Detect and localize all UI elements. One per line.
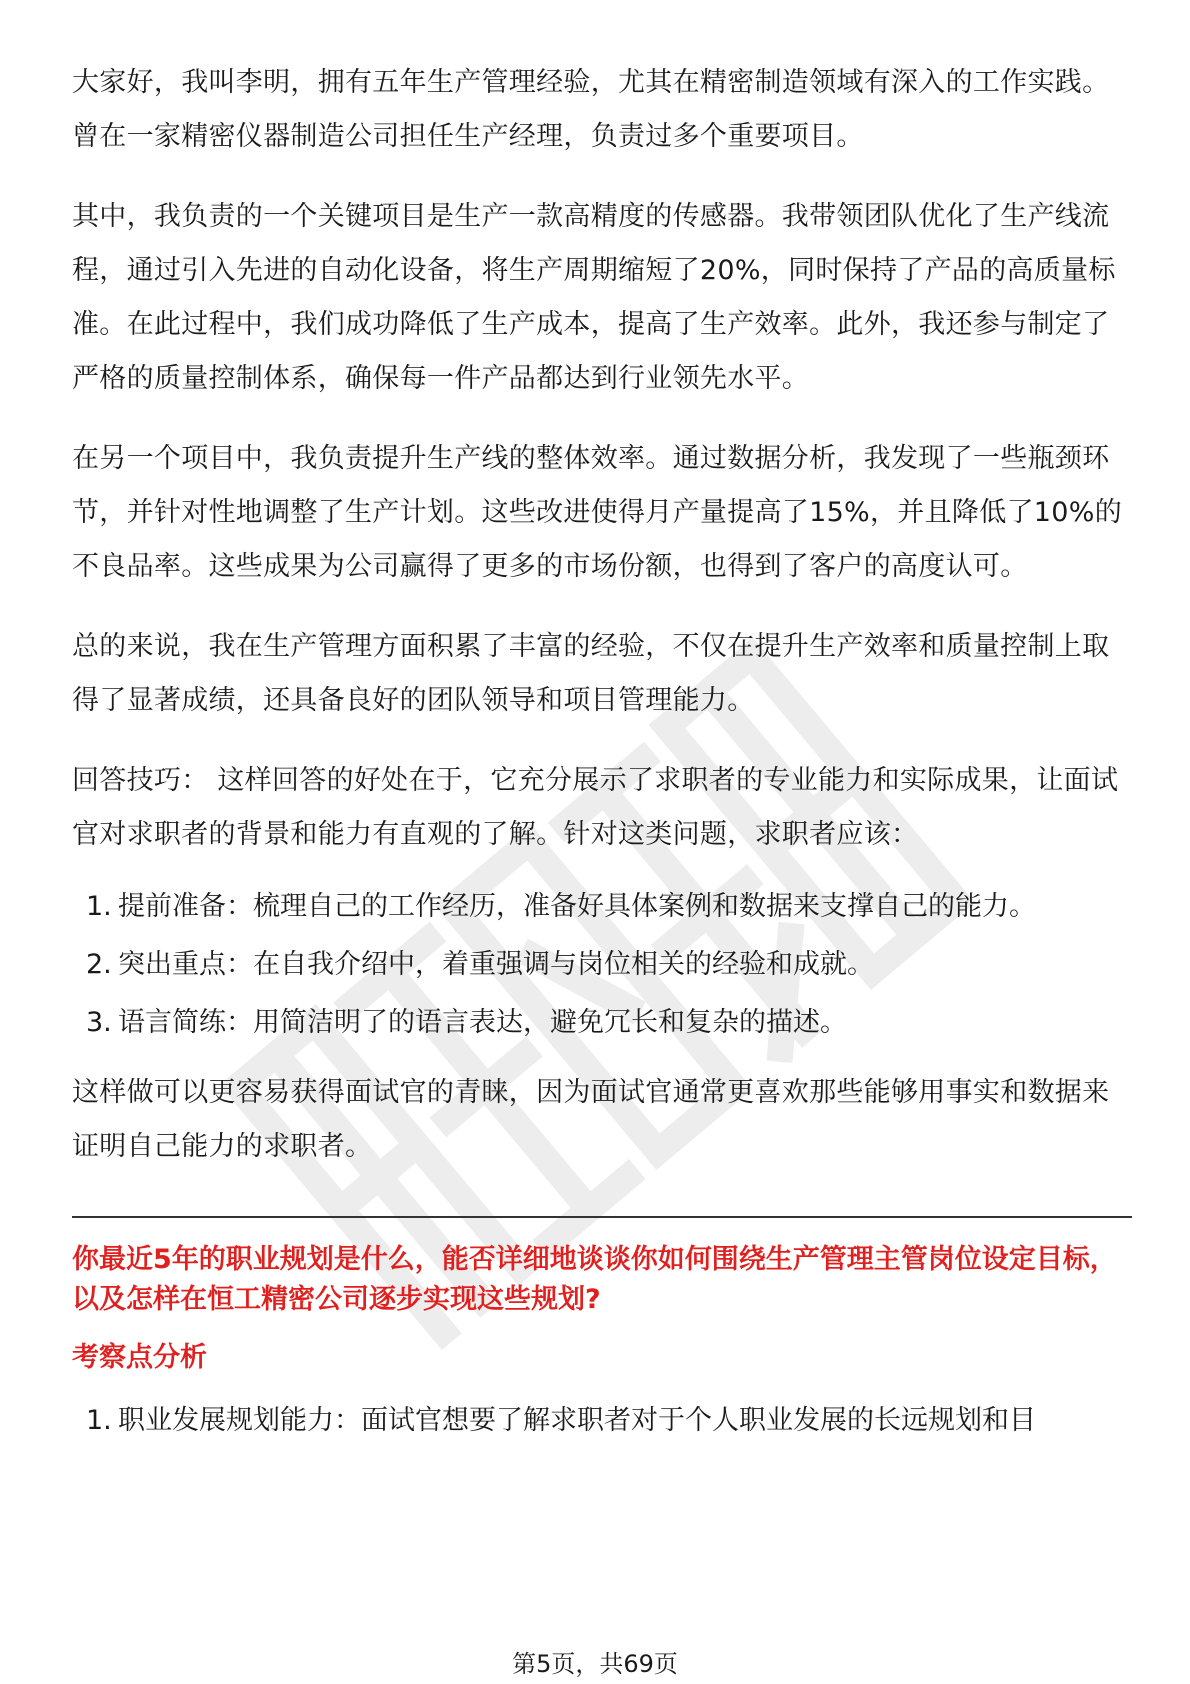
- list-item: [72, 1004, 1132, 1042]
- analysis-heading: 考察点分析: [72, 1342, 207, 1373]
- list-text: 突出重点：在自我介绍中，着重强调与岗位相关的经验和成就。: [118, 949, 874, 980]
- project-paragraph-1: 其中，我负责的一个关键项目是生产一款高精度的传感器。我带领团队优化了生产线流程，通过引入先进的自动化设备，将生产周期缩短了20%，同时保持了产品的高质量标准。在此过程中，我们成功降低了生产成本，提高了生产效率。此外，我还参与制定了严格的质量控制体系，确保每一件产品都达到行业领先水平。: [72, 201, 1116, 394]
- interview-question: 你最近5年的职业规划是什么，能否详细地谈谈你如何围绕生产管理主管岗位设定目标，以及怎样在恒工精密公司逐步实现这些规划?: [72, 1244, 1117, 1315]
- list-number: 1.: [86, 891, 112, 922]
- closing-paragraph: 这样做可以更容易获得面试官的青睐，因为面试官通常更喜欢那些能够用事实和数据来证明自己能力的求职者。: [72, 1077, 1110, 1162]
- summary-paragraph: 总的来说，我在生产管理方面积累了丰富的经验，不仅在提升生产效率和质量控制上取得了显著成绩，还具备良好的团队领导和项目管理能力。: [72, 631, 1110, 716]
- document-page: [72, 56, 1132, 1464]
- list-item: [72, 1402, 1132, 1440]
- answer-tips-paragraph: 回答技巧： 这样回答的好处在于，它充分展示了求职者的专业能力和实际成果，让面试官对求职者的背景和能力有直观的了解。针对这类问题，求职者应该：: [72, 765, 1119, 850]
- list-text: 语言简练：用简洁明了的语言表达，避免冗长和复杂的描述。: [118, 1007, 847, 1038]
- list-text: 提前准备：梳理自己的工作经历，准备好具体案例和数据来支撑自己的能力。: [118, 891, 1036, 922]
- project-paragraph-2: 在另一个项目中，我负责提升生产线的整体效率。通过数据分析，我发现了一些瓶颈环节，并针对性地调整了生产计划。这些改进使得月产量提高了15%，并且降低了10%的不良品率。这些成果为公司赢得了更多的市场份额，也得到了客户的高度认可。: [72, 443, 1123, 582]
- list-item: [72, 888, 1132, 926]
- analysis-list: [72, 1402, 1132, 1440]
- list-item: [72, 946, 1132, 984]
- list-number: 1.: [86, 1405, 112, 1436]
- list-number: 2.: [86, 949, 112, 980]
- list-number: 3.: [86, 1007, 112, 1038]
- tips-list: [72, 888, 1132, 1042]
- page-footer: 第5页，共69页: [512, 1650, 678, 1678]
- list-text: 职业发展规划能力：面试官想要了解求职者对于个人职业发展的长远规划和目: [118, 1405, 1036, 1436]
- section-divider: [72, 1216, 1132, 1218]
- intro-paragraph: 大家好，我叫李明，拥有五年生产管理经验，尤其在精密制造领域有深入的工作实践。曾在一家精密仪器制造公司担任生产经理，负责过多个重要项目。: [72, 67, 1110, 152]
